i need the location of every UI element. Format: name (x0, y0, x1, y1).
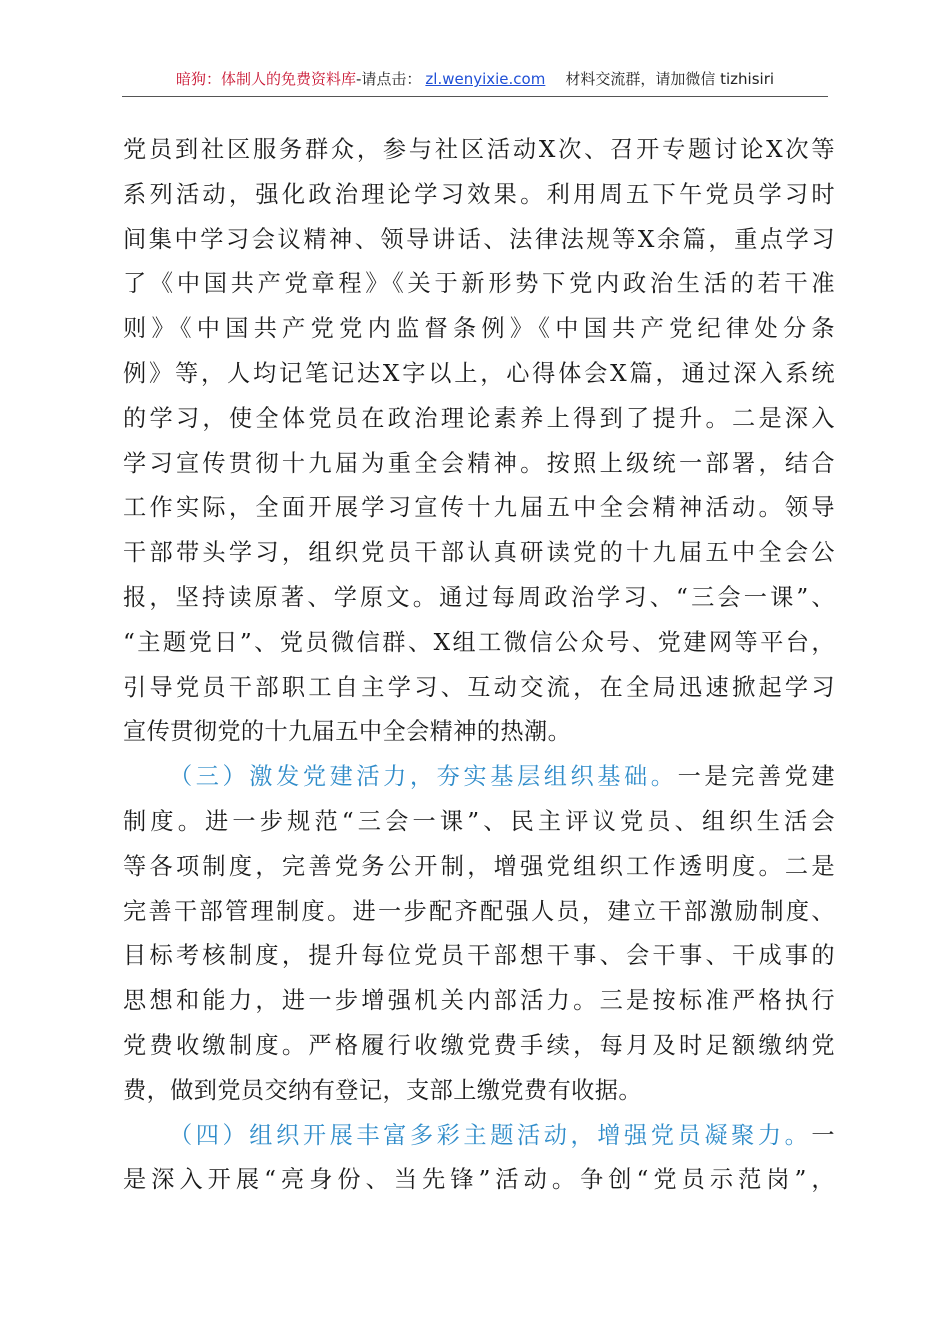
paragraph-3 (123, 1114, 835, 1204)
text-line: 目标考核制度，提升每位党员干部想干事、会干事、干成事的 (123, 942, 835, 970)
heading-line-rest: 一 (811, 1121, 835, 1149)
text-line (123, 1114, 835, 1159)
header-click-prompt: -请点击： (355, 70, 422, 88)
text-line: 学习宣传贯彻十九届为重全会精神。按照上级统一部署，结合 (123, 449, 835, 477)
text-line: 制度。进一步规范“三会一课”、民主评议党员、组织生活会 (123, 807, 835, 835)
text-line: 思想和能力，进一步增强机关内部活力。三是按标准严格执行 (123, 987, 835, 1015)
text-line: 是深入开展“亮身份、当先锋”活动。争创“党员示范岗”， (123, 1166, 835, 1194)
header-contact: 材料交流群，请加微信 tizhisiri (565, 70, 775, 88)
heading-line-rest: 一是完善党建 (677, 763, 835, 791)
text-line: 了《中国共产党章程》《关于新形势下党内政治生活的若干准 (123, 270, 835, 298)
text-line: 则》《中国共产党党内监督条例》《中国共产党纪律处分条 (123, 315, 835, 343)
paragraph-2 (123, 755, 835, 1113)
text-line: 费，做到党员交纳有登记，支部上缴党费有收据。 (123, 1076, 642, 1104)
text-line: 等各项制度，完善党务公开制，增强党组织工作透明度。二是 (123, 852, 835, 880)
paragraph-1 (123, 128, 835, 755)
text-line: 例》等，人均记笔记达X字以上，心得体会X篇，通过深入系统 (123, 359, 835, 387)
text-line: “主题党日”、党员微信群、X组工微信公众号、党建网等平台， (123, 628, 835, 656)
text-line: 工作实际，全面开展学习宣传十九届五中全会精神活动。领导 (123, 494, 835, 522)
text-line: 系列活动，强化政治理论学习效果。利用周五下午党员学习时 (123, 180, 835, 208)
text-line: 干部带头学习，组织党员干部认真研读党的十九届五中全会公 (123, 539, 835, 567)
text-line: 的学习，使全体党员在政治理论素养上得到了提升。二是深入 (123, 404, 835, 432)
header-link[interactable]: zl.wenyixie.com (425, 70, 546, 88)
text-line: 引导党员干部职工自主学习、互动交流，在全局迅速掀起学习 (123, 673, 835, 701)
text-line: 报，坚持读原著、学原文。通过每周政治学习、“三会一课”、 (123, 583, 835, 611)
page-header (122, 62, 828, 97)
section-heading-3: （三）激发党建活力，夯实基层组织基础。 (169, 763, 678, 791)
text-line: 间集中学习会议精神、领导讲话、法律法规等X余篇，重点学习 (123, 225, 835, 253)
section-heading-4: （四）组织开展丰富多彩主题活动，增强党员凝聚力。 (169, 1121, 812, 1149)
text-line: 党费收缴制度。严格履行收缴党费手续，每月及时足额缴纳党 (123, 1031, 835, 1059)
document-body (123, 128, 835, 1203)
text-line: 完善干部管理制度。进一步配齐配强人员，建立干部激励制度、 (123, 897, 835, 925)
text-line: 党员到社区服务群众，参与社区活动X次、召开专题讨论X次等 (123, 136, 835, 163)
text-line: 宣传贯彻党的十九届五中全会精神的热潮。 (123, 718, 572, 746)
text-line (123, 755, 835, 800)
header-brand: 暗狗：体制人的免费资料库 (175, 70, 356, 88)
